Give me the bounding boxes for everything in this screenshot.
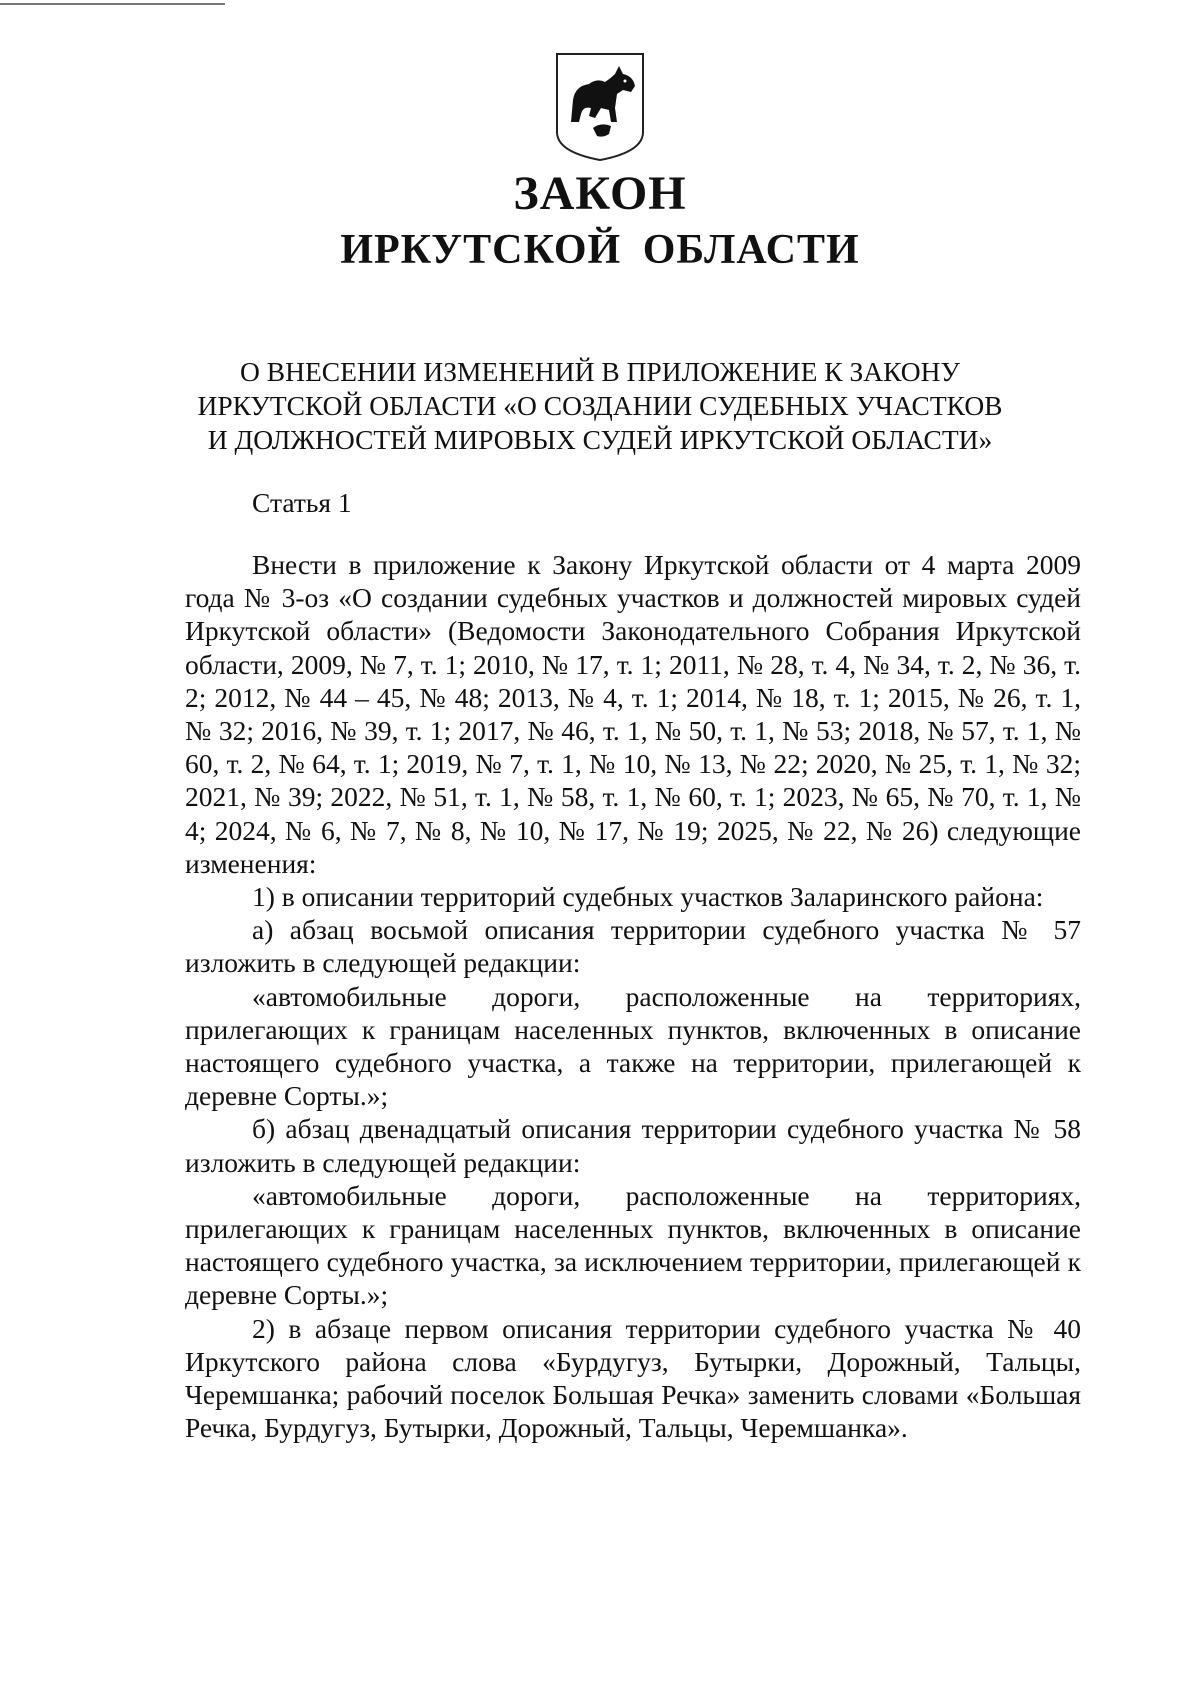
law-region-title: ИРКУТСКОЙ ОБЛАСТИ bbox=[340, 227, 860, 273]
law-title: ЗАКОН bbox=[513, 167, 687, 220]
subject-line: И ДОЛЖНОСТЕЙ МИРОВЫХ СУДЕЙ ИРКУТСКОЙ ОБЛАСТИ» bbox=[207, 424, 993, 455]
body-paragraph: «автомобильные дороги, расположенные на территориях, прилегающих к границам населенных пунктов, включенных в описание настоящего судебного участка, а также на территории, прилегающей к деревне Сорты.»; bbox=[185, 980, 1081, 1112]
article-body bbox=[185, 548, 1081, 1444]
subject-line: О ВНЕСЕНИИ ИЗМЕНЕНИЙ В ПРИЛОЖЕНИЕ К ЗАКОНУ bbox=[240, 356, 960, 387]
subject-line: ИРКУТСКОЙ ОБЛАСТИ «О СОЗДАНИИ СУДЕБНЫХ УЧАСТКОВ bbox=[197, 390, 1003, 421]
body-paragraph: а) абзац восьмой описания территории судебного участка № 57 изложить в следующей редакции: bbox=[185, 914, 1081, 979]
scan-artifact-line bbox=[0, 3, 225, 5]
body-paragraph: б) абзац двенадцатый описания территории судебного участка № 58 изложить в следующей редакции: bbox=[185, 1113, 1081, 1178]
body-paragraph: 2) в абзаце первом описания территории судебного участка № 40 Иркутского района слова «Бурдугуз, Бутырки, Дорожный, Тальцы, Черемшанка; рабочий поселок Большая Речка» заменить словами «Большая Речка, Бурдугуз, Бутырки, Дорожный, Тальцы, Черемшанка». bbox=[185, 1312, 1081, 1444]
body-paragraph: Внести в приложение к Закону Иркутской области от 4 марта 2009 года № 3-оз «О создании судебных участков и должностей мировых судей Иркутской области» (Ведомости Законодательного Собрания Иркутской области, 2009, № 7, т. 1; 2010, № 17, т. 1; 2011, № 28, т. 4, № 34, т. 2, № 36, т. 2; 2012, № 44 – 45, № 48; 2013, № 4, т. 1; 2014, № 18, т. 1; 2015, № 26, т. 1, № 32; 2016, № 39, т. 1; 2017, № 46, т. 1, № 50, т. 1, № 53; 2018, № 57, т. 1, № 60, т. 2, № 64, т. 1; 2019, № 7, т. 1, № 10, № 13, № 22; 2020, № 25, т. 1, № 32; 2021, № 39; 2022, № 51, т. 1, № 58, т. 1, № 60, т. 1; 2023, № 65, № 70, т. 1, № 4; 2024, № 6, № 7, № 8, № 10, № 17, № 19; 2025, № 22, № 26) следующие изменения: bbox=[185, 549, 1081, 879]
body-paragraph: «автомобильные дороги, расположенные на территориях, прилегающих к границам населенных пунктов, включенных в описание настоящего судебного участка, за исключением территории, прилегающей к деревне Сорты.»; bbox=[185, 1179, 1081, 1311]
irkutsk-coat-of-arms-icon bbox=[553, 48, 647, 162]
article-heading: Статья 1 bbox=[252, 487, 352, 518]
body-paragraph: 1) в описании территорий судебных участков Заларинского района: bbox=[252, 881, 1044, 913]
law-subject bbox=[150, 355, 1050, 457]
